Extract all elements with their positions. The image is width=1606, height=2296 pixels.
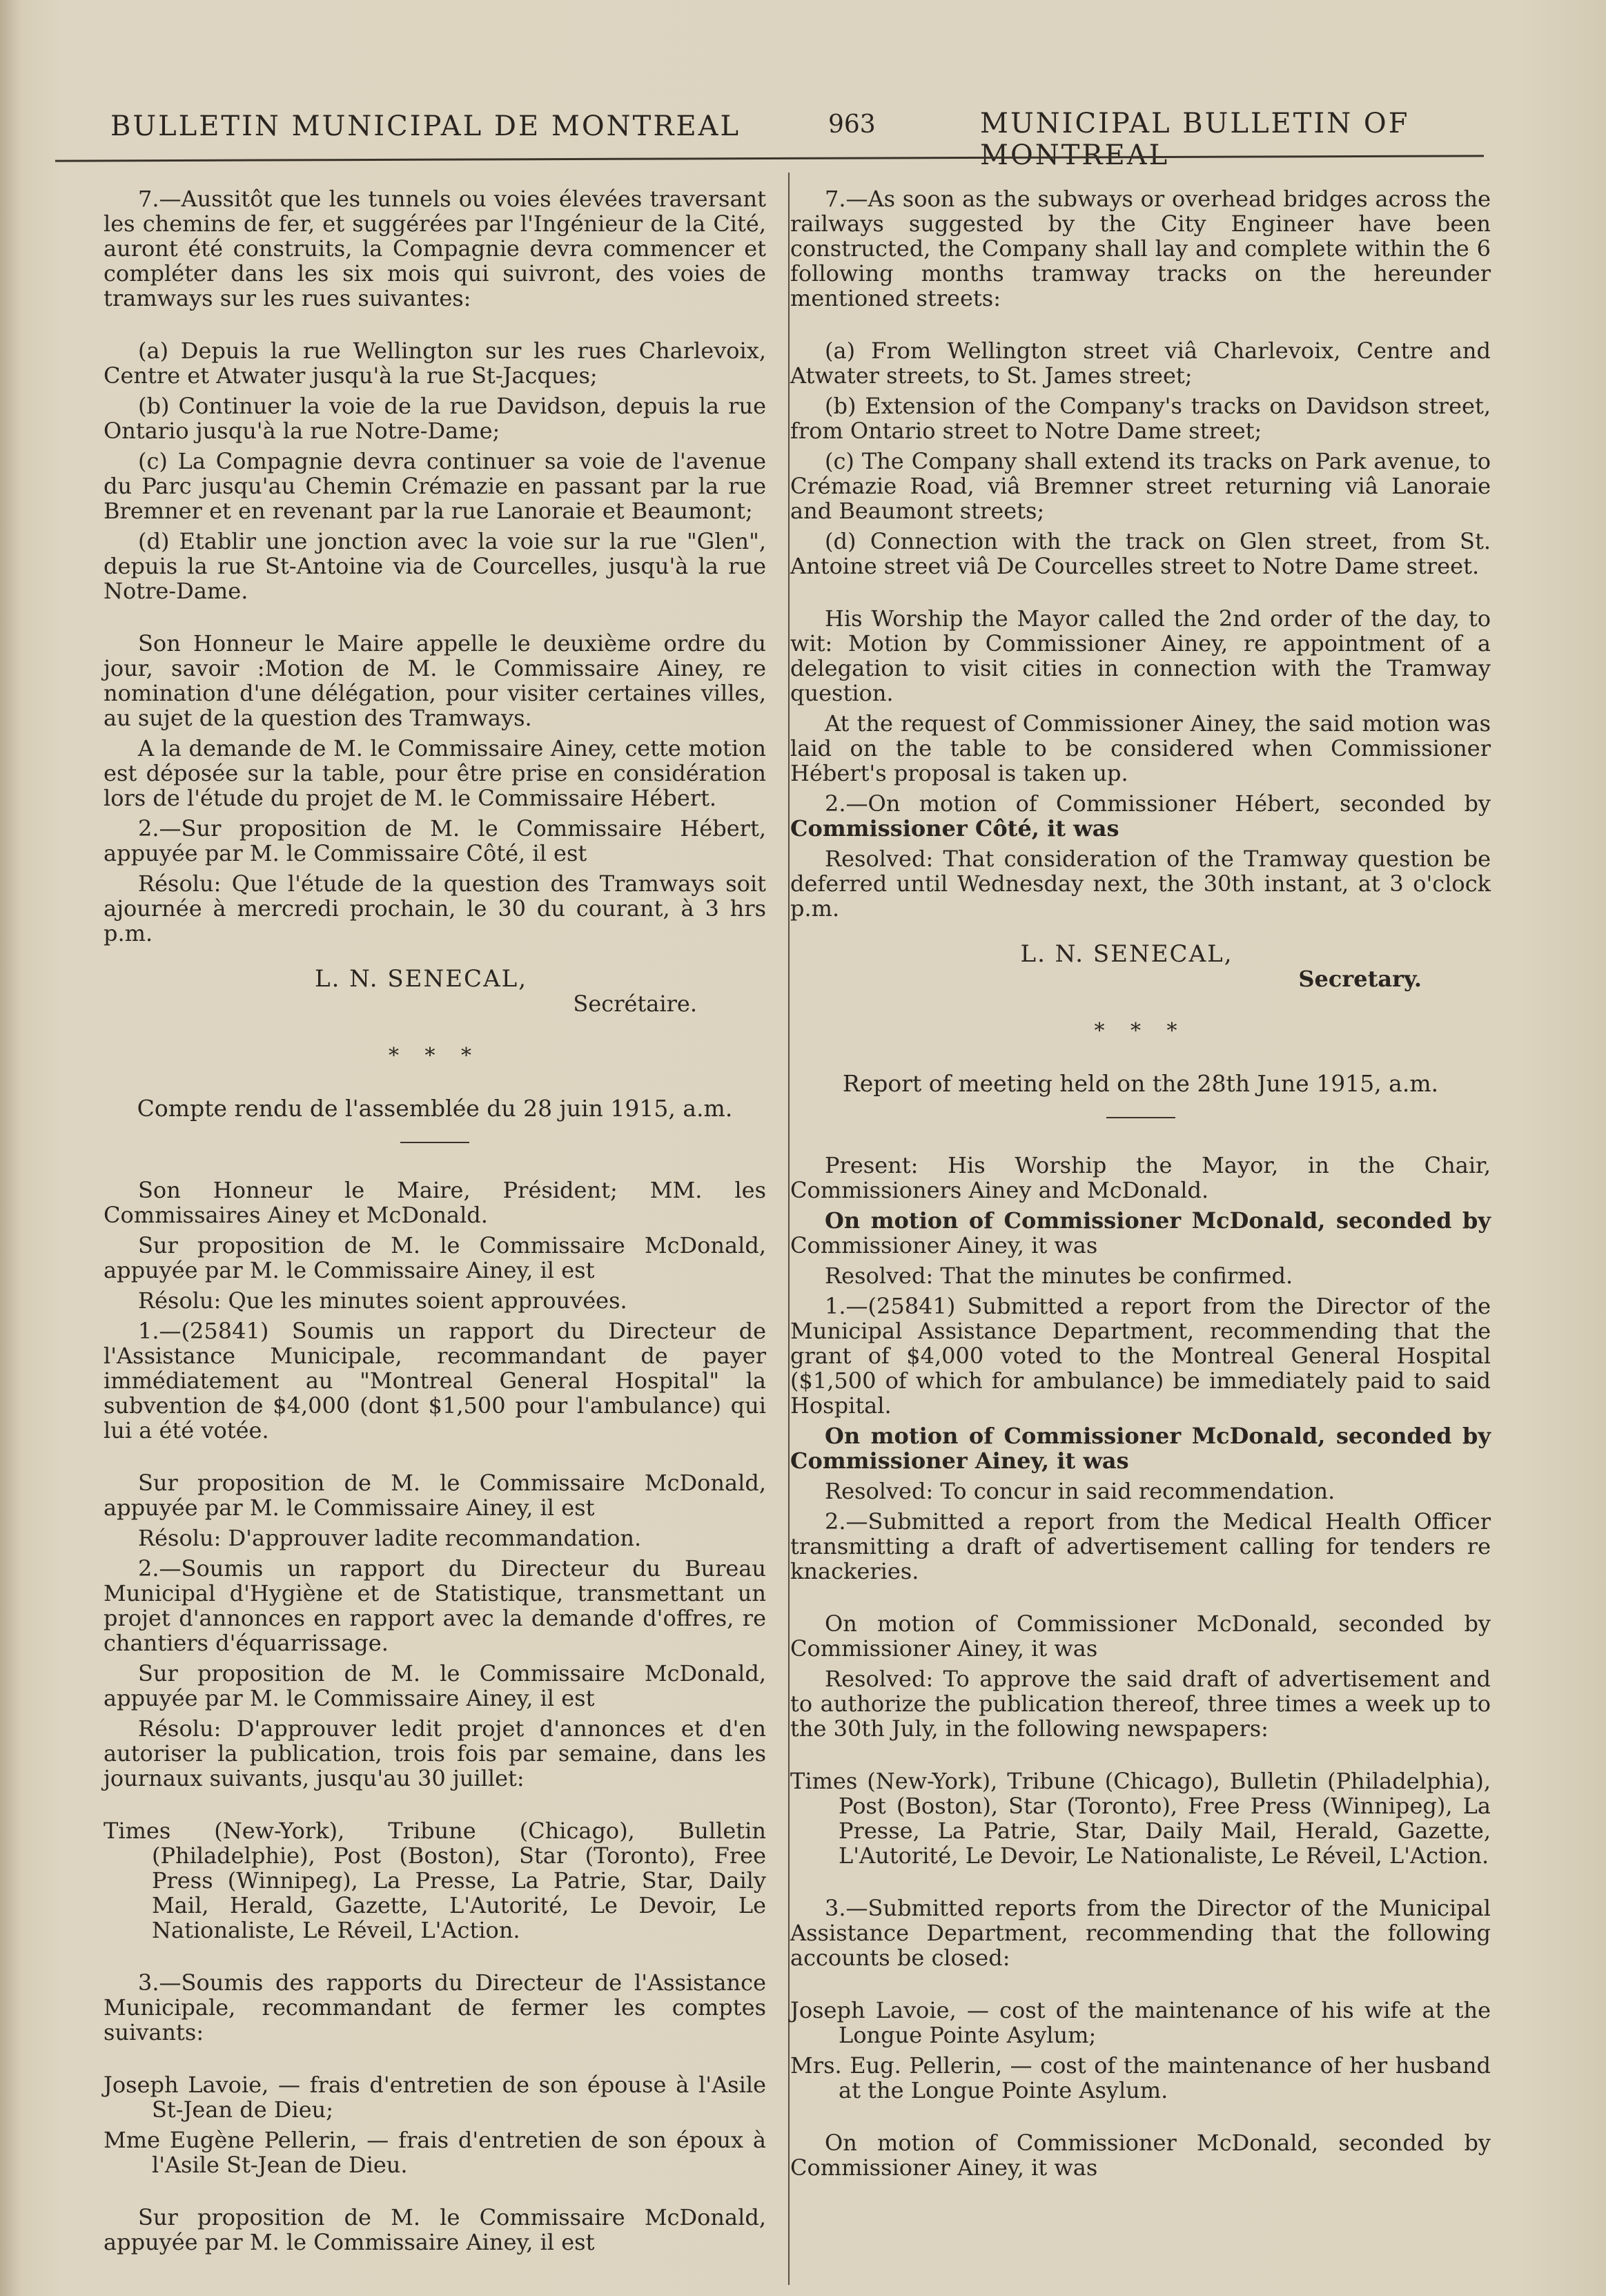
en-paragraph: On motion of Commissioner McDonald, seconded by Commissioner Ainey, it was xyxy=(790,1611,1491,1662)
en-account-item: Joseph Lavoie, — cost of the maintenance of his wife at the Longue Pointe Asylum; xyxy=(790,1997,1491,2048)
english-column xyxy=(790,186,1491,2186)
en-resolution: Resolved: To approve the said draft of advertisement and to authorize the publication thereof, three times a week up to the 30th July, in the following newspapers: xyxy=(790,1666,1491,1742)
signature-name: L. N. SENECAL, xyxy=(314,965,528,993)
fr-paragraph: 2.—Soumis un rapport du Directeur du Bureau Municipal d'Hygiène et de Statistique, transmettant un projet d'annonces en rapport avec la demande d'offres, re chantiers d'équarrissage. xyxy=(104,1555,766,1656)
fr-report-title: Compte rendu de l'assemblée du 28 juin 1915, a.m. xyxy=(137,1095,733,1122)
en-paragraph xyxy=(790,1423,1491,1473)
en-motion-line: 2.—On motion of Commissioner Hébert, seconded by xyxy=(825,790,1491,817)
fr-paragraph: 1.—(25841) Soumis un rapport du Directeur de l'Assistance Municipale, recommandant de payer immédiatement au "Montreal General Hospital" la subvention de $4,000 (dont $1,500 pour l'ambulance) qui lui a été votée. xyxy=(104,1318,766,1443)
fr-resolution: Résolu: D'approuver ladite recommandation. xyxy=(138,1525,642,1551)
en-paragraph: 2.—Submitted a report from the Medical Health Officer transmitting a draft of advertisement calling for tenders re knackeries. xyxy=(790,1508,1491,1584)
fr-paragraph: Sur proposition de M. le Commissaire McDonald, appuyée par M. le Commissaire Ainey, il est xyxy=(104,2204,766,2255)
fr-newspaper-list: Times (New-York), Tribune (Chicago), Bulletin (Philadelphie), Post (Boston), Star (Toronto), Free Press (Winnipeg), La Presse, La Patrie, Star, Daily Mail, Herald, Gazette, L'Autorité, Le Devoir, Le Nationaliste, Le Réveil, L'Action. xyxy=(104,1818,766,1943)
en-paragraph: His Worship the Mayor called the 2nd order of the day, to wit: Motion by Commissioner Ainey, re appointment of a delegation to visit cities in connection with the Tramway question. xyxy=(790,605,1491,706)
en-paragraph: Present: His Worship the Mayor, in the Chair, Commissioners Ainey and McDonald. xyxy=(790,1152,1491,1203)
signature-title: Secrétaire. xyxy=(573,991,697,1017)
fr-signature xyxy=(104,966,738,1016)
signature-title: Secretary. xyxy=(1298,966,1422,992)
fr-item-b: (b) Continuer la voie de la rue Davidson, depuis la rue Ontario jusqu'à la rue Notre-Dame; xyxy=(104,393,766,444)
en-paragraph: On motion of Commissioner McDonald, seconded by Commissioner Ainey, it was xyxy=(790,2130,1491,2181)
en-item-b: (b) Extension of the Company's tracks on Davidson street, from Ontario street to Notre Dame street; xyxy=(790,393,1491,444)
header-french-title: BULLETIN MUNICIPAL DE MONTREAL xyxy=(110,110,741,142)
en-motion-line: Commissioner Ainey, it was xyxy=(790,1232,1098,1258)
french-column xyxy=(104,186,766,2260)
en-paragraph: 3.—Submitted reports from the Director of the Municipal Assistance Department, recommending that the following accounts be closed: xyxy=(790,1895,1491,1971)
section-separator: * * * xyxy=(1094,1019,1187,1043)
en-resolution: Resolved: That consideration of the Tramway question be deferred until Wednesday next, the 30th instant, at 3 o'clock p.m. xyxy=(790,846,1491,922)
en-paragraph: 1.—(25841) Submitted a report from the Director of the Municipal Assistance Department, recommending that the grant of $4,000 voted to the Montreal General Hospital ($1,500 of which for ambulance) be immediately paid to said Hospital. xyxy=(790,1293,1491,1419)
fr-paragraph: Sur proposition de M. le Commissaire McDonald, appuyée par M. le Commissaire Ainey, il est xyxy=(104,1470,766,1521)
fr-paragraph: Son Honneur le Maire, Président; MM. les Commissaires Ainey et McDonald. xyxy=(104,1177,766,1228)
fr-paragraph: Son Honneur le Maire appelle le deuxième ordre du jour, savoir :Motion de M. le Commissaire Ainey, re nomination d'une délégation, pour visiter certaines villes, au sujet de la question des Tramways. xyxy=(104,630,766,731)
en-motion-bold: Commissioner Côté, it was xyxy=(790,815,1119,841)
fr-item-a: (a) Depuis la rue Wellington sur les rues Charlevoix, Centre et Atwater jusqu'à la rue St-Jacques; xyxy=(104,338,766,389)
fr-paragraph: 3.—Soumis des rapports du Directeur de l'Assistance Municipale, recommandant de fermer les comptes suivants: xyxy=(104,1969,766,2045)
page-number: 963 xyxy=(828,110,876,139)
short-rule xyxy=(400,1142,469,1143)
running-header xyxy=(83,104,1463,171)
en-item-c: (c) The Company shall extend its tracks on Park avenue, to Crémazie Road, viâ Bremner street returning viâ Lanoraie and Beaumont streets; xyxy=(790,448,1491,524)
header-english-title: MUNICIPAL BULLETIN OF MONTREAL xyxy=(980,108,1410,171)
en-motion-bold: On motion of Commissioner McDonald, seconded by xyxy=(825,1423,1491,1449)
en-account-item: Mrs. Eug. Pellerin, — cost of the maintenance of her husband at the Longue Pointe Asylum. xyxy=(790,2052,1491,2103)
en-item-d: (d) Connection with the track on Glen street, from St. Antoine street viâ De Courcelles street to Notre Dame street. xyxy=(790,528,1491,579)
fr-item-d: (d) Etablir une jonction avec la voie sur la rue "Glen", depuis la rue St-Antoine via de Courcelles, jusqu'à la rue Notre-Dame. xyxy=(104,528,766,604)
short-rule xyxy=(1106,1117,1175,1118)
en-newspaper-list: Times (New-York), Tribune (Chicago), Bulletin (Philadelphia), Post (Boston), Star (Toronto), Free Press (Winnipeg), La Presse, La Patrie, Star, Daily Mail, Herald, Gazette, L'Autorité, Le Devoir, Le Nationaliste, Le Réveil, L'Action. xyxy=(790,1768,1491,1869)
en-motion-bold: On motion of Commissioner McDonald, seconded by xyxy=(825,1207,1491,1234)
en-paragraph xyxy=(790,791,1491,841)
fr-resolution: Résolu: Que les minutes soient approuvées. xyxy=(138,1287,627,1314)
en-signature xyxy=(790,942,1463,991)
en-report-title: Report of meeting held on the 28th June 1915, a.m. xyxy=(842,1070,1439,1097)
fr-resolution: Résolu: Que l'étude de la question des Tramways soit ajournée à mercredi prochain, le 30 du courant, à 3 hrs p.m. xyxy=(104,870,766,946)
column-divider xyxy=(788,173,790,2285)
fr-item-c: (c) La Compagnie devra continuer sa voie de l'avenue du Parc jusqu'au Chemin Crémazie en passant par la rue Bremner et en revenant par la rue Lanoraie et Beaumont; xyxy=(104,448,766,524)
en-item-a: (a) From Wellington street viâ Charlevoix, Centre and Atwater streets, to St. James street; xyxy=(790,338,1491,389)
en-paragraph: 7.—As soon as the subways or overhead bridges across the railways suggested by the City Engineer have been constructed, the Company shall lay and complete within the 6 following months tramway tracks on the hereunder mentioned streets: xyxy=(790,186,1491,311)
fr-paragraph: 2.—Sur proposition de M. le Commissaire Hébert, appuyée par M. le Commissaire Côté, il est xyxy=(104,815,766,866)
fr-paragraph: Sur proposition de M. le Commissaire McDonald, appuyée par M. le Commissaire Ainey, il est xyxy=(104,1232,766,1283)
fr-paragraph: A la demande de M. le Commissaire Ainey, cette motion est déposée sur la table, pour être prise en considération lors de l'étude du projet de M. le Commissaire Hébert. xyxy=(104,735,766,811)
en-paragraph: At the request of Commissioner Ainey, the said motion was laid on the table to be considered when Commissioner Hébert's proposal is taken up. xyxy=(790,710,1491,786)
en-paragraph xyxy=(790,1208,1491,1258)
section-separator: * * * xyxy=(388,1044,482,1068)
fr-resolution: Résolu: D'approuver ledit projet d'annonces et d'en autoriser la publication, trois fois par semaine, dans les journaux suivants, jusqu'au 30 juillet: xyxy=(104,1715,766,1791)
signature-name: L. N. SENECAL, xyxy=(1020,940,1233,968)
en-motion-bold: Commissioner Ainey, it was xyxy=(790,1448,1129,1474)
en-resolution: Resolved: That the minutes be confirmed. xyxy=(825,1263,1293,1289)
fr-paragraph: Sur proposition de M. le Commissaire McDonald, appuyée par M. le Commissaire Ainey, il est xyxy=(104,1660,766,1711)
fr-account-item: Mme Eugène Pellerin, — frais d'entretien de son époux à l'Asile St-Jean de Dieu. xyxy=(104,2127,766,2178)
fr-paragraph: 7.—Aussitôt que les tunnels ou voies élevées traversant les chemins de fer, et suggérées par l'Ingénieur de la Cité, auront été construits, la Compagnie devra commencer et compléter dans les six mois qui suivront, des voies de tramways sur les rues suivantes: xyxy=(104,186,766,311)
fr-account-item: Joseph Lavoie, — frais d'entretien de son épouse à l'Asile St-Jean de Dieu; xyxy=(104,2072,766,2123)
en-resolution: Resolved: To concur in said recommendation. xyxy=(825,1478,1335,1504)
